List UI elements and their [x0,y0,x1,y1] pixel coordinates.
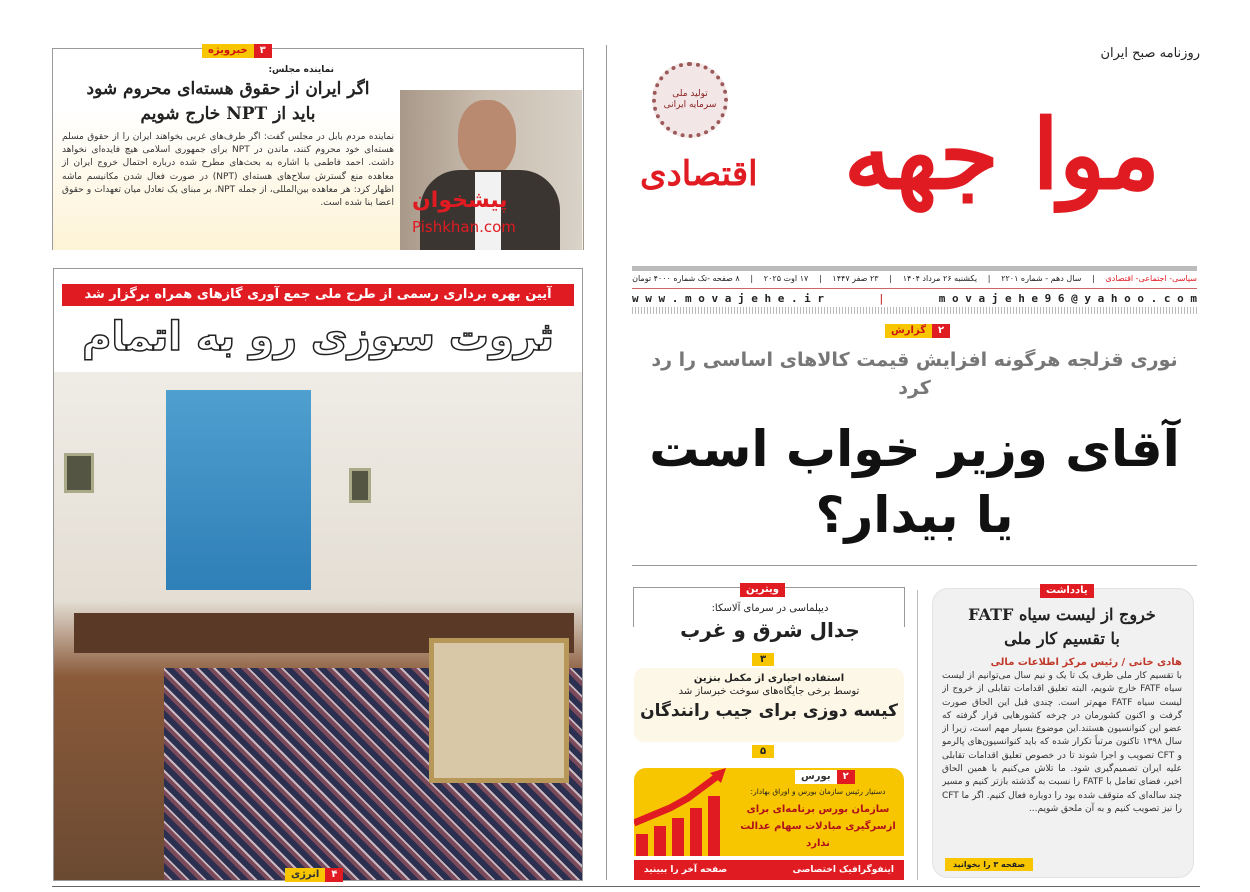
tick-rule [632,307,1197,314]
vitrin-kicker-1: دیپلماسی در سرمای آلاسکا: [711,603,829,614]
top-left-tag-label: خبرویژه [202,44,254,58]
vitrin-kicker-2a: استفاده اجباری از مکمل بنزین [693,673,845,684]
watermark: Pishkhan.com [412,218,516,236]
top-left-tag [202,44,272,58]
bourse-page: ۲ [837,770,855,784]
infographic-link[interactable]: صفحه آخر را ببینید [644,865,728,875]
bourse-tag-label: بورس [795,770,837,784]
seal-text: تولید ملی سرمایه ایرانی [663,89,717,110]
vitrin-headline-2[interactable]: کیسه دوزی برای جیب رانندگان [640,701,898,721]
lead-headline-1[interactable]: آقای وزیر خواب است [649,420,1180,478]
photo-story-text [62,284,574,362]
vitrin-kicker-2b: توسط برخی جایگاه‌های سوخت خبرساز شد [678,686,860,697]
lead-page: ۲ [932,324,950,338]
masthead [630,40,1200,262]
note-more-link[interactable]: صفحه ۳ را بخوانید [945,858,1033,871]
top-left-headline-2[interactable]: باید از NPT خارج شویم [140,104,316,124]
vitrin-item-2 [637,672,901,724]
seal-logo [652,62,728,138]
top-left-headline-1[interactable]: اگر ایران از حقوق هسته‌ای محروم شود [86,79,370,99]
note-body: با تقسیم کار ملی ظرف یک تا یک و نیم سال می‌توانیم از لیست سیاه FATF خارج شویم، البته تعلیق اقدامات تقابلی از خروج از لیست سیاه FATF مهم‌تر است. چندی قبل این الحاق صورت گرفت و اکنون کشورمان در چرخه کشورهایی قرار گرفته که عضو این کنوانسیون هستند.این موضوع بسیار مهم است، زیرا از سال ۱۳۹۸ تاکنون مرتباً تکرار شده که باید کنوانسیون‌های پالرمو و CFT تصویب و اجرا شوند تا در خصوص تعلیق اقدامات تقابلی علیه ایران تصمیم‌گیری شود. ما تلاش می‌کنیم با همین الحاق اخیر، فضای تعامل با FATF را نسبت به گذشته بازتر کنیم و مسیر چند ساله‌ای که متوقف شده بود را دوباره فعال کنیم. اگر ما CFT را نیز تصویب کنیم و به آن ملحق شویم... [942,671,1182,814]
dateline-day: یکشنبه ۲۶ مرداد ۱۴۰۴ [902,274,978,283]
vitrin-page-2[interactable]: ۵ [752,745,774,758]
bourse-text [734,786,902,852]
note-tag [1040,584,1094,598]
vitrin-tag [740,583,785,597]
photo-story-banner[interactable]: آیین بهره برداری رسمی از طرح ملی جمع آوری گازهای همراه برگزار شد [62,284,574,306]
note-author: هادی خانی / رئیس مرکز اطلاعات مالی [990,657,1182,668]
note-headline-2[interactable]: با تقسیم کار ملی [1004,629,1120,648]
dateline-year: سال دهم - شماره ۲۲۰۱ [1001,274,1082,283]
column-divider [917,590,918,880]
dateline: سیاسی- اجتماعی- اقتصادی | سال دهم - شماره ۲۲۰۱ | یکشنبه ۲۶ مرداد ۱۴۰۴ | ۲۳ صفر ۱۴۴۷ | ۱۷ اوت ۲۰۲۵ | ۸ صفحه -تک شماره ۴۰۰۰ تومان [632,274,1197,283]
lead-subhead[interactable]: نوری قزلجه هرگونه افزایش قیمت کالاهای اساسی را رد کرد [651,349,1178,399]
bourse-headline-2[interactable]: ازسرگیری مبادلات سهام عدالت ندارد [740,821,896,849]
photo-story-headline[interactable]: ثروت سوزی رو به اتمام [82,314,554,360]
lead-headline-2[interactable]: یا بیدار؟ [815,486,1014,544]
contact-line: w w w . m o v a j e h e . i r | m o v a j e h e 9 6 @ y a h o o . c o m [632,292,1197,305]
dateline-category: سیاسی- اجتماعی- اقتصادی [1105,274,1197,283]
note-headline-1[interactable]: خروج از لیست سیاه FATF [968,605,1156,624]
vitrin-tag-label: ویترین [740,583,785,597]
infographic-bar[interactable] [634,860,904,880]
lead-story [632,346,1197,548]
website-link[interactable]: w w w . m o v a j e h e . i r [632,292,825,305]
bourse-headline-1[interactable]: سازمان بورس برنامه‌ای برای [746,804,890,815]
meeting-photo [54,372,582,880]
dateline-price: ۸ صفحه -تک شماره ۴۰۰۰ تومان [632,274,740,283]
bottom-rule [52,886,1200,887]
note-content [942,603,1182,842]
masthead-subname: اقتصادی [640,154,758,194]
bourse-tag [795,770,855,784]
top-left-story [62,64,394,210]
note-tag-label: یادداشت [1040,584,1094,598]
vitrin-page-1[interactable]: ۳ [752,653,774,666]
photo-story-tag [285,868,343,882]
dateline-greg: ۱۷ اوت ۲۰۲۵ [763,274,809,283]
photo-story-tag-label: انرژی [285,868,325,882]
top-left-page: ۳ [254,44,272,58]
infographic-label: اینفوگرافیک اختصاصی [792,865,894,875]
masthead-logo: موا جهه [843,98,1160,211]
page-divider [606,45,607,880]
bourse-kicker: دستیار رئیس سازمان بورس و اوراق بهادار: [750,787,886,796]
vitrin-item-1 [640,602,900,644]
watermark-fa: پیشخوان [412,188,508,213]
masthead-tagline: روزنامه صبح ایران [1100,46,1200,61]
lead-tag-label: گزارش [885,324,932,338]
top-left-body: نماینده مردم بابل در مجلس گفت: اگر طرف‌های غربی بخواهند ایران را از حقوق مسلم هسته‌ای خود محروم کنند، ماندن در NPT برای جمهوری اسلامی هیچ فایده‌ای نخواهد داشت. احمد فاطمی با اشاره به بحث‌های مطرح شده درباره احتمال خروج ایران از معاهده منع گسترش سلاح‌های هسته‌ای (NPT) در صورت فعال شدن مکانیسم ماشه اظهار کرد: هر معاهده بین‌المللی، از جمله NPT، بر مبنای یک تعادل میان تعهدات و حقوق اعضا بنا شده است. [62,132,395,209]
dateline-hijri: ۲۳ صفر ۱۴۴۷ [832,274,879,283]
vitrin-headline-1[interactable]: جدال شرق و غرب [680,618,860,642]
divider [632,565,1197,566]
top-left-kicker: نماینده مجلس: [268,65,334,75]
lead-tag [885,324,950,338]
photo-story-page: ۴ [325,868,343,882]
masthead-rule [632,266,1197,271]
email-link[interactable]: m o v a j e h e 9 6 @ y a h o o . c o m [938,292,1197,305]
growth-chart-icon [634,768,732,856]
